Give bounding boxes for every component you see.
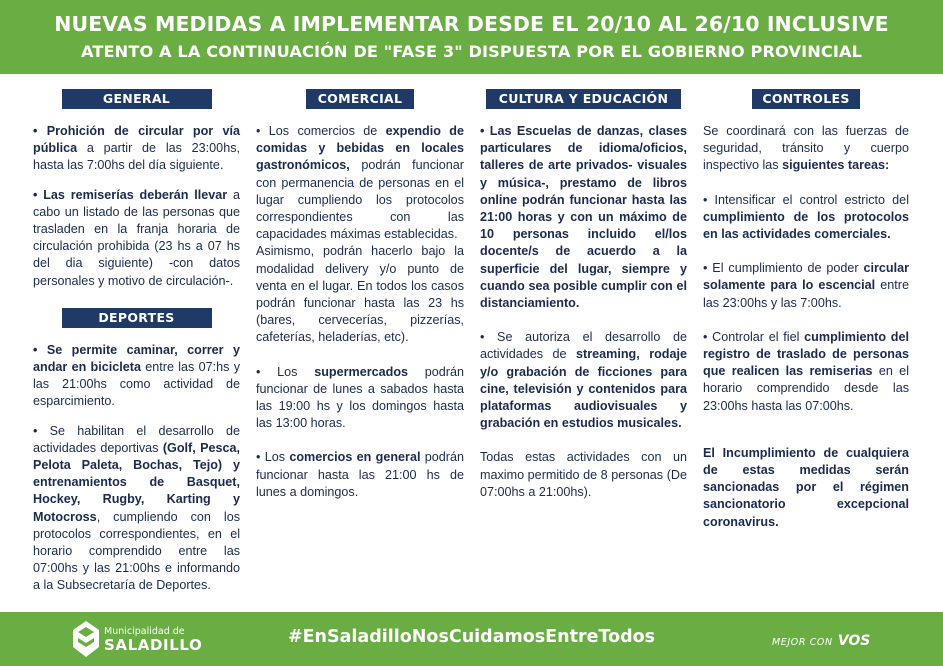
controles-paragraph-3: • El cumplimiento de poder circular solamente para lo escencial entre las 23:00hs y las 7:00hs. [703,261,909,310]
bottom-banner [0,612,943,666]
hashtag: #EnSaladilloNosCuidamosEntreTodos [287,627,656,647]
heading-general: GENERAL [62,89,212,109]
cultura-paragraph-1: • Las Escuelas de danzas, clases particulares de idioma/oficios, talleres de arte privados- visuales y música-, prestamo de libros online podrán funcionar hasta las 21:00 horas y con un máximo de 10 personas incluido el/los docente/s de acuerdo a la superficie del lugar, siempre y cuando sea posible cumplir con el distanciamiento. [480,124,687,311]
heading-deportes: DEPORTES [62,308,212,328]
column-cultura [480,89,687,501]
slogan [772,630,870,649]
heading-cultura: CULTURA Y EDUCACIÓN [486,89,681,109]
top-banner [0,0,943,74]
cultura-paragraph-2: • Se autoriza el desarrollo de actividades de streaming, rodaje y/o grabación de ficciones para cine, televisión y contenidos para plataformas audiovisuales y grabación en estudios musicales. [480,330,687,431]
cultura-paragraph-3: Todas estas actividades con un maximo permitido de 8 personas (De 07:00hs a 21:00hs). [480,450,687,499]
deportes-paragraph-2: • Se habilitan el desarrollo de actividades deportivas (Golf, Pesca, Pelota Paleta, Bochas, Tejo) y entrenamientos de Basquet, Hockey, Rugby, Karting y Motocross, cumpliendo con los protocolos correspondientes, en el horario comprendido entre las 07:00hs y las 21:00hs e informando a la Subsecretaría de Deportes. [33,423,240,593]
comercial-paragraph-2: • Los supermercados podrán funcionar de lunes a sabados hasta las 19:00 hs y los domingos hasta las 13:00 horas. [256,364,464,431]
logo-big-text: SALADILLO [104,636,203,654]
slogan-part-1: MEJOR CON [772,637,833,648]
column-general [33,89,240,595]
controles-paragraph-4: • Controlar el fiel cumplimiento del registro de traslado de personas que realicen las remiserias en el horario comprendido desde las 23:00hs hasta las 07:00hs. [703,329,909,413]
column-controles [703,89,909,531]
controles-paragraph-5: El Incumplimiento de cualquiera de estas medidas serán sancionadas por el régimen sancionatorio excepcional coronavirus. [703,445,909,529]
comercial-paragraph-3: • Los comercios en general podrán funcionar hasta las 21:00 hs de lunes a domingos. [256,450,464,499]
controles-paragraph-2: • Intensificar el control estricto del cumplimiento de los protocolos en las actividades comerciales. [703,192,909,242]
headline: NUEVAS MEDIDAS A IMPLEMENTAR DESDE EL 20/10 AL 26/10 INCLUSIVE [54,12,889,36]
slogan-part-2: VOS [837,633,871,649]
controles-paragraph-1: Se coordinará con las fuerzas de seguridad, tránsito y cuerpo inspectivo las siguientes tareas: [703,124,909,173]
logo-small-text: Municipalidad de [104,626,185,637]
heading-controles: CONTROLES [752,89,860,109]
general-paragraph-1: • Prohición de circular por vía pública a partir de las 23:00hs, hasta las 7:00hs del día siguiente. [33,124,240,173]
subheadline: ATENTO A LA CONTINUACIÓN DE "FASE 3" DISPUESTA POR EL GOBIERNO PROVINCIAL [81,42,862,61]
comercial-paragraph-1: • Los comercios de expendio de comidas y bebidas en locales gastronómicos, podrán funcionar con permanencia de personas en el lugar cumpliendo los protocolos correspondientes con las capacidades máximas establecidas. Asimismo, podrán hacerlo bajo la modalidad delivery y/o punto de venta en el lugar. En todos los casos podrán funcionar hasta las 23 hs (bares, cervecerías, pizzerías, cafeterías, heladerías, etc). [256,124,464,345]
deportes-paragraph-1: • Se permite caminar, correr y andar en bicicleta entre las 07:hs y las 21:00hs como actividad de esparcimiento. [33,342,241,409]
column-comercial [256,89,464,501]
heading-comercial: COMERCIAL [306,89,414,109]
general-paragraph-2: • Las remiserías deberán llevar a cabo un listado de las personas que trasladen en la franja horaria de circulación prohibida (23 hs a 07 hs del dia siguiente) -con datos personales y motivo de circulación-. [33,187,240,288]
